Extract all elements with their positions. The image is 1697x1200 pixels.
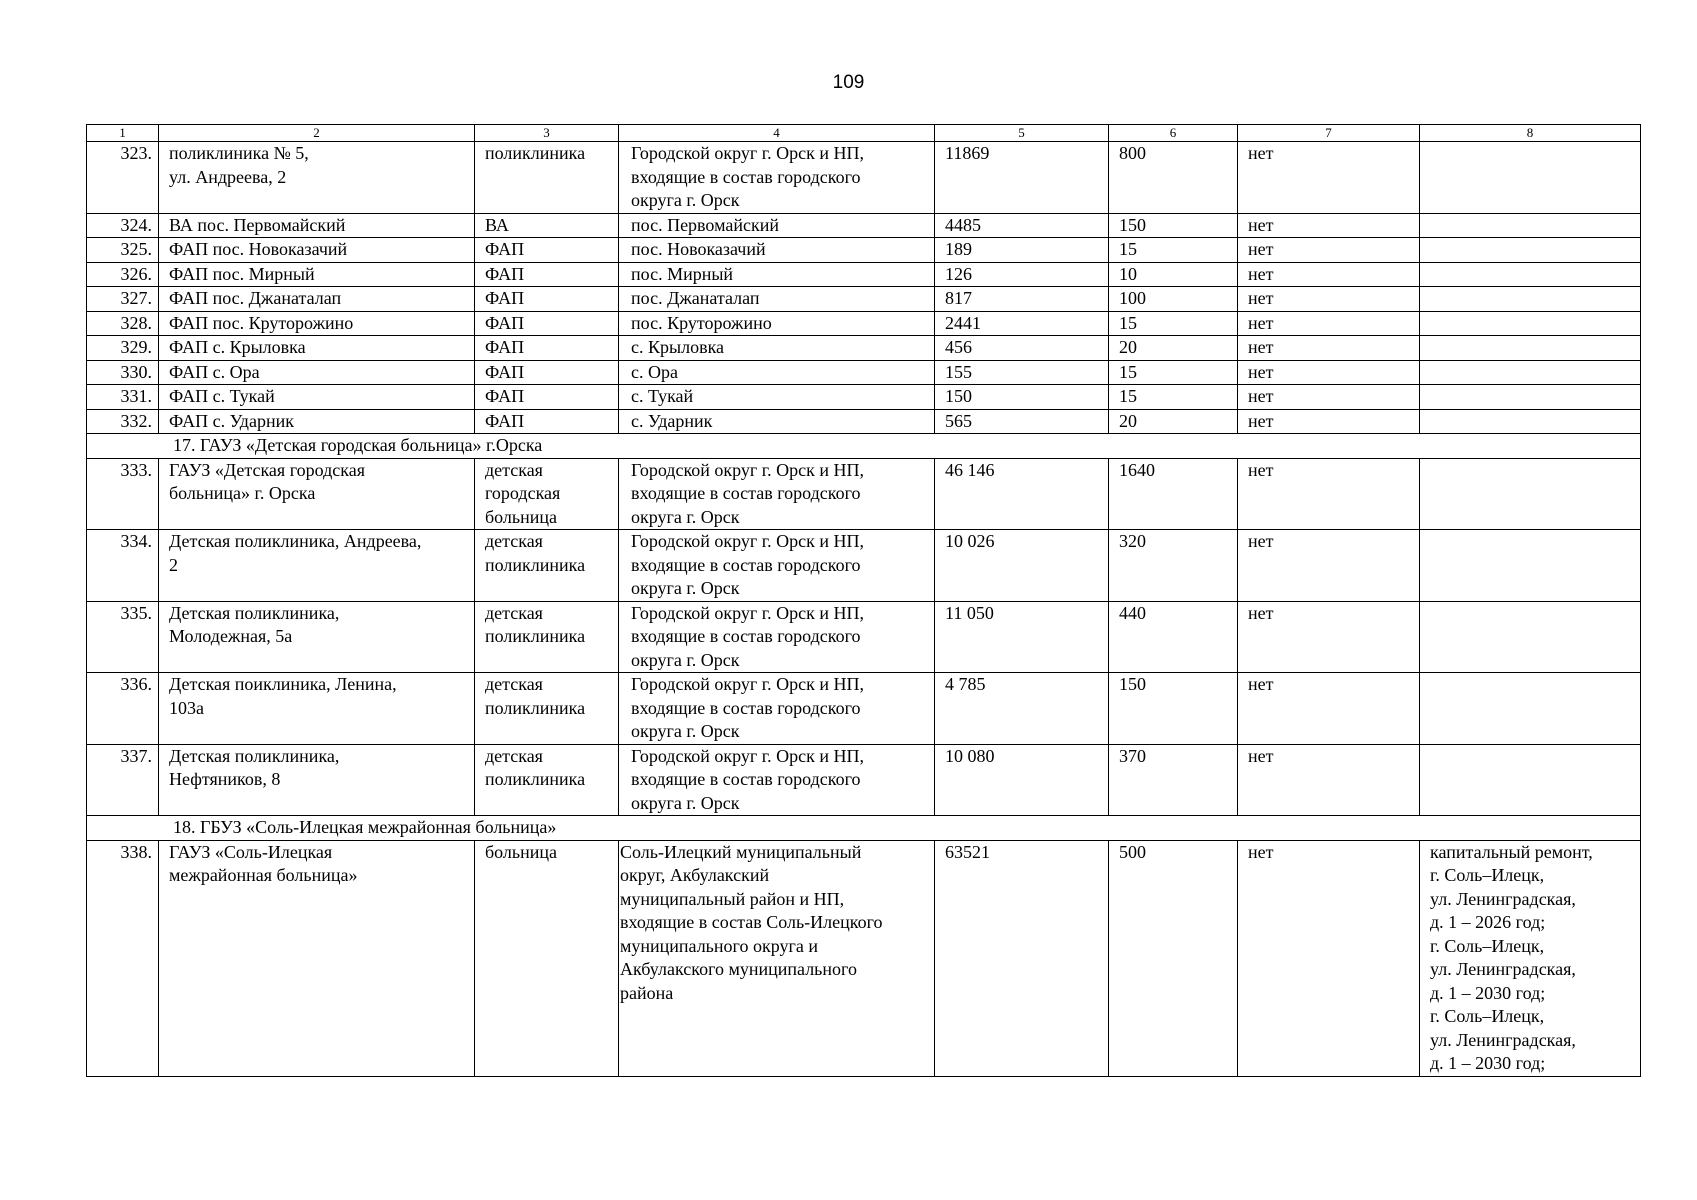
facility-name	[159, 360, 475, 385]
service-territory-line: округа г. Орск	[631, 578, 740, 598]
service-territory-line: пос. Джанаталап	[631, 288, 760, 308]
row-number: 334.	[87, 530, 159, 602]
facility-name-line: Нефтяников, 8	[169, 769, 281, 789]
status-value: нет	[1238, 262, 1420, 287]
plan-note-line: д. 1 – 2030 год;	[1430, 982, 1546, 1003]
population-value: 10 026	[935, 530, 1109, 602]
table-row	[87, 311, 1641, 336]
service-territory	[619, 142, 935, 214]
facility-type	[475, 336, 619, 361]
facility-type-line: поликлиника	[485, 769, 586, 789]
facility-type-line: больница	[485, 841, 557, 862]
population-value: 4 785	[935, 673, 1109, 745]
column-number: 8	[1420, 125, 1641, 142]
facility-name-line: ФАП с. Крыловка	[169, 337, 306, 357]
facility-name-line: ФАП пос. Новоказачий	[169, 239, 348, 259]
population-value: 63521	[935, 840, 1109, 1076]
service-territory-line: пос. Первомайский	[631, 214, 779, 235]
table-row	[87, 213, 1641, 238]
facility-name-line: ГАУЗ «Соль-Илецкая	[169, 841, 333, 862]
status-value: нет	[1238, 601, 1420, 673]
service-territory	[619, 673, 935, 745]
facility-name	[159, 744, 475, 816]
row-number: 330.	[87, 360, 159, 385]
table-row	[87, 673, 1641, 745]
plan-note-line: ул. Ленинградская,	[1430, 888, 1576, 909]
service-territory-line: с. Тукай	[631, 386, 694, 406]
page-number: 109	[832, 72, 865, 93]
population-value: 150	[935, 385, 1109, 410]
service-territory-line: пос. Круторожино	[631, 312, 772, 333]
facility-type-line: больница	[485, 506, 557, 527]
capacity-value: 15	[1109, 360, 1238, 385]
population-value: 11869	[935, 142, 1109, 214]
column-number: 2	[159, 125, 475, 142]
service-territory-line: Городской округ г. Орск и НП,	[631, 602, 865, 623]
section-title: 17. ГАУЗ «Детская городская больница» г.Орска	[87, 434, 1641, 459]
section-row	[87, 816, 1641, 841]
facility-name-line: ГАУЗ «Детская городская	[169, 459, 365, 480]
facility-name	[159, 458, 475, 530]
plan-note	[1420, 262, 1641, 287]
facility-name-line: Детская поликлиника,	[169, 745, 340, 766]
status-value: нет	[1238, 385, 1420, 410]
facility-name-line: ФАП с. Тукай	[169, 386, 275, 406]
facility-name-line: межрайонная больница»	[169, 865, 358, 885]
facility-name	[159, 311, 475, 336]
facility-type-line: поликлиника	[485, 143, 586, 163]
service-territory	[619, 287, 935, 312]
column-number: 5	[935, 125, 1109, 142]
service-territory-line: округа г. Орск	[631, 792, 740, 813]
facility-type-line: ФАП	[485, 288, 525, 308]
service-territory-line: муниципальный район и НП,	[620, 888, 845, 909]
capacity-value: 20	[1109, 409, 1238, 434]
table-row	[87, 336, 1641, 361]
facility-name-line: ул. Андреева, 2	[169, 166, 287, 187]
row-number: 325.	[87, 238, 159, 263]
service-territory-line: с. Ударник	[631, 410, 713, 431]
facility-name-line: ФАП пос. Круторожино	[169, 312, 354, 333]
plan-note-line: д. 1 – 2030 год;	[1430, 1053, 1546, 1073]
plan-note	[1420, 385, 1641, 410]
status-value: нет	[1238, 311, 1420, 336]
facility-type	[475, 673, 619, 745]
facilities-table	[86, 124, 1641, 1077]
facility-type-line: детская	[485, 602, 543, 623]
population-value: 126	[935, 262, 1109, 287]
service-territory-line: пос. Новоказачий	[631, 239, 766, 259]
facility-name-line: поликлиника № 5,	[169, 143, 309, 163]
capacity-value: 150	[1109, 213, 1238, 238]
column-number-row	[87, 125, 1641, 142]
facility-type	[475, 458, 619, 530]
facility-name	[159, 287, 475, 312]
column-number: 4	[619, 125, 935, 142]
facility-name	[159, 385, 475, 410]
service-territory	[619, 311, 935, 336]
row-number: 332.	[87, 409, 159, 434]
status-value: нет	[1238, 840, 1420, 1076]
facility-type-line: детская	[485, 674, 543, 694]
population-value: 4485	[935, 213, 1109, 238]
service-territory	[619, 238, 935, 263]
row-number: 326.	[87, 262, 159, 287]
service-territory-line: Городской округ г. Орск и НП,	[631, 745, 865, 766]
service-territory-line: Городской округ г. Орск и НП,	[631, 531, 865, 551]
service-territory-line: входящие в состав городского	[631, 769, 861, 789]
service-territory-line: муниципального округа и	[620, 935, 818, 956]
service-territory-line: округа г. Орск	[631, 190, 740, 210]
table-row	[87, 360, 1641, 385]
section-title: 18. ГБУЗ «Соль-Илецкая межрайонная больница»	[87, 816, 1641, 841]
row-number: 337.	[87, 744, 159, 816]
status-value: нет	[1238, 673, 1420, 745]
facility-type	[475, 601, 619, 673]
facility-name-line: ФАП с. Ора	[169, 361, 260, 382]
capacity-value: 370	[1109, 744, 1238, 816]
facility-type-line: детская	[485, 745, 543, 766]
facility-name	[159, 673, 475, 745]
service-territory	[619, 840, 935, 1076]
capacity-value: 320	[1109, 530, 1238, 602]
facility-type-line: поликлиника	[485, 554, 586, 575]
facility-type-line: ФАП	[485, 337, 525, 357]
service-territory	[619, 336, 935, 361]
facility-name	[159, 601, 475, 673]
population-value: 11 050	[935, 601, 1109, 673]
status-value: нет	[1238, 360, 1420, 385]
capacity-value: 800	[1109, 142, 1238, 214]
plan-note	[1420, 673, 1641, 745]
facility-type-line: ФАП	[485, 312, 525, 333]
facility-name-line: ФАП пос. Джанаталап	[169, 288, 342, 308]
status-value: нет	[1238, 409, 1420, 434]
facility-type	[475, 840, 619, 1076]
plan-note-line: д. 1 – 2026 год;	[1430, 912, 1546, 932]
facility-name	[159, 840, 475, 1076]
population-value: 817	[935, 287, 1109, 312]
table-body	[87, 125, 1641, 1077]
plan-note-line: ул. Ленинградская,	[1430, 1029, 1576, 1050]
facility-name-line: ФАП с. Ударник	[169, 410, 294, 431]
status-value: нет	[1238, 458, 1420, 530]
service-territory	[619, 360, 935, 385]
facility-name-line: 103а	[169, 697, 204, 718]
section-row	[87, 434, 1641, 459]
service-territory-line: входящие в состав городского	[631, 626, 861, 646]
facility-type	[475, 287, 619, 312]
row-number: 323.	[87, 142, 159, 214]
facility-name-line: 2	[169, 554, 178, 575]
plan-note	[1420, 530, 1641, 602]
population-value: 10 080	[935, 744, 1109, 816]
table-row	[87, 601, 1641, 673]
column-number: 7	[1238, 125, 1420, 142]
facility-type-line: ВА	[485, 214, 509, 235]
facility-type	[475, 530, 619, 602]
capacity-value: 500	[1109, 840, 1238, 1076]
table-row	[87, 238, 1641, 263]
facility-name-line: Молодежная, 5а	[169, 626, 293, 646]
status-value: нет	[1238, 142, 1420, 214]
service-territory-line: входящие в состав Соль-Илецкого	[620, 912, 883, 932]
capacity-value: 10	[1109, 262, 1238, 287]
facility-type-line: ФАП	[485, 386, 525, 406]
capacity-value: 15	[1109, 238, 1238, 263]
status-value: нет	[1238, 238, 1420, 263]
row-number: 324.	[87, 213, 159, 238]
plan-note	[1420, 409, 1641, 434]
facility-name	[159, 213, 475, 238]
row-number: 336.	[87, 673, 159, 745]
service-territory	[619, 409, 935, 434]
plan-note-line: ул. Ленинградская,	[1430, 959, 1576, 979]
service-territory-line: округ, Акбулакский	[620, 865, 770, 885]
service-territory	[619, 530, 935, 602]
table-row	[87, 385, 1641, 410]
facility-type-line: ФАП	[485, 239, 525, 259]
population-value: 565	[935, 409, 1109, 434]
facility-type	[475, 262, 619, 287]
row-number: 333.	[87, 458, 159, 530]
population-value: 189	[935, 238, 1109, 263]
facility-type-line: детская	[485, 459, 543, 480]
facility-type-line: ФАП	[485, 410, 525, 431]
table-row	[87, 744, 1641, 816]
table-row	[87, 458, 1641, 530]
facility-type	[475, 142, 619, 214]
row-number: 335.	[87, 601, 159, 673]
status-value: нет	[1238, 287, 1420, 312]
facility-name	[159, 238, 475, 263]
service-territory-line: входящие в состав городского	[631, 166, 861, 187]
service-territory-line: округа г. Орск	[631, 649, 740, 670]
facility-name	[159, 262, 475, 287]
facility-type	[475, 409, 619, 434]
facility-type-line: городская	[485, 483, 561, 503]
facility-type	[475, 744, 619, 816]
table-row	[87, 409, 1641, 434]
capacity-value: 15	[1109, 385, 1238, 410]
facility-name-line: Детская поликлиника, Андреева,	[169, 531, 422, 551]
service-territory	[619, 385, 935, 410]
plan-note	[1420, 458, 1641, 530]
service-territory	[619, 262, 935, 287]
service-territory	[619, 458, 935, 530]
facility-type-line: ФАП	[485, 361, 525, 382]
facility-name	[159, 142, 475, 214]
facility-type	[475, 385, 619, 410]
population-value: 155	[935, 360, 1109, 385]
facility-type	[475, 213, 619, 238]
facility-type	[475, 238, 619, 263]
plan-note	[1420, 744, 1641, 816]
facility-name	[159, 336, 475, 361]
table-row	[87, 262, 1641, 287]
facility-name-line: больница» г. Орска	[169, 483, 316, 503]
population-value: 46 146	[935, 458, 1109, 530]
service-territory-line: Соль-Илецкий муниципальный	[620, 841, 862, 862]
service-territory-line: Городской округ г. Орск и НП,	[631, 674, 865, 694]
capacity-value: 1640	[1109, 458, 1238, 530]
plan-note	[1420, 311, 1641, 336]
facility-name-line: Детская поликлиника,	[169, 602, 340, 623]
service-territory-line: с. Ора	[631, 361, 678, 382]
facility-type-line: ФАП	[485, 263, 525, 284]
row-number: 328.	[87, 311, 159, 336]
status-value: нет	[1238, 744, 1420, 816]
row-number: 327.	[87, 287, 159, 312]
plan-note	[1420, 142, 1641, 214]
service-territory-line: округа г. Орск	[631, 506, 740, 527]
table-row	[87, 142, 1641, 214]
facility-type	[475, 360, 619, 385]
row-number: 329.	[87, 336, 159, 361]
plan-note	[1420, 360, 1641, 385]
facility-name	[159, 530, 475, 602]
plan-note-line: г. Соль–Илецк,	[1430, 865, 1545, 885]
capacity-value: 100	[1109, 287, 1238, 312]
facility-type	[475, 311, 619, 336]
facility-type-line: детская	[485, 531, 543, 551]
service-territory-line: пос. Мирный	[631, 263, 734, 284]
plan-note	[1420, 238, 1641, 263]
service-territory-line: округа г. Орск	[631, 721, 740, 741]
population-value: 2441	[935, 311, 1109, 336]
facility-type-line: поликлиника	[485, 697, 586, 718]
plan-note	[1420, 601, 1641, 673]
population-value: 456	[935, 336, 1109, 361]
capacity-value: 20	[1109, 336, 1238, 361]
column-number: 6	[1109, 125, 1238, 142]
capacity-value: 15	[1109, 311, 1238, 336]
row-number: 331.	[87, 385, 159, 410]
column-number: 1	[87, 125, 159, 142]
plan-note	[1420, 213, 1641, 238]
plan-note	[1420, 336, 1641, 361]
service-territory-line: входящие в состав городского	[631, 554, 861, 575]
capacity-value: 440	[1109, 601, 1238, 673]
facility-name	[159, 409, 475, 434]
service-territory-line: Городской округ г. Орск и НП,	[631, 143, 865, 163]
service-territory	[619, 213, 935, 238]
capacity-value: 150	[1109, 673, 1238, 745]
facility-name-line: Детская поиклиника, Ленина,	[169, 674, 397, 694]
status-value: нет	[1238, 336, 1420, 361]
plan-note-line: г. Соль–Илецк,	[1430, 1006, 1545, 1026]
service-territory	[619, 601, 935, 673]
table-row	[87, 840, 1641, 1076]
column-number: 3	[475, 125, 619, 142]
service-territory	[619, 744, 935, 816]
table-row	[87, 287, 1641, 312]
service-territory-line: с. Крыловка	[631, 337, 725, 357]
service-territory-line: входящие в состав городского	[631, 483, 861, 503]
service-territory-line: Акбулакского муниципального	[620, 959, 857, 979]
status-value: нет	[1238, 530, 1420, 602]
service-territory-line: Городской округ г. Орск и НП,	[631, 459, 865, 480]
table-row	[87, 530, 1641, 602]
service-territory-line: района	[620, 982, 674, 1003]
plan-note	[1420, 840, 1641, 1076]
plan-note-line: г. Соль–Илецк,	[1430, 935, 1545, 956]
status-value: нет	[1238, 213, 1420, 238]
facility-type-line: поликлиника	[485, 626, 586, 646]
plan-note	[1420, 287, 1641, 312]
facility-name-line: ВА пос. Первомайский	[169, 214, 346, 235]
facility-name-line: ФАП пос. Мирный	[169, 263, 315, 284]
plan-note-line: капитальный ремонт,	[1430, 841, 1593, 862]
service-territory-line: входящие в состав городского	[631, 697, 861, 718]
row-number: 338.	[87, 840, 159, 1076]
